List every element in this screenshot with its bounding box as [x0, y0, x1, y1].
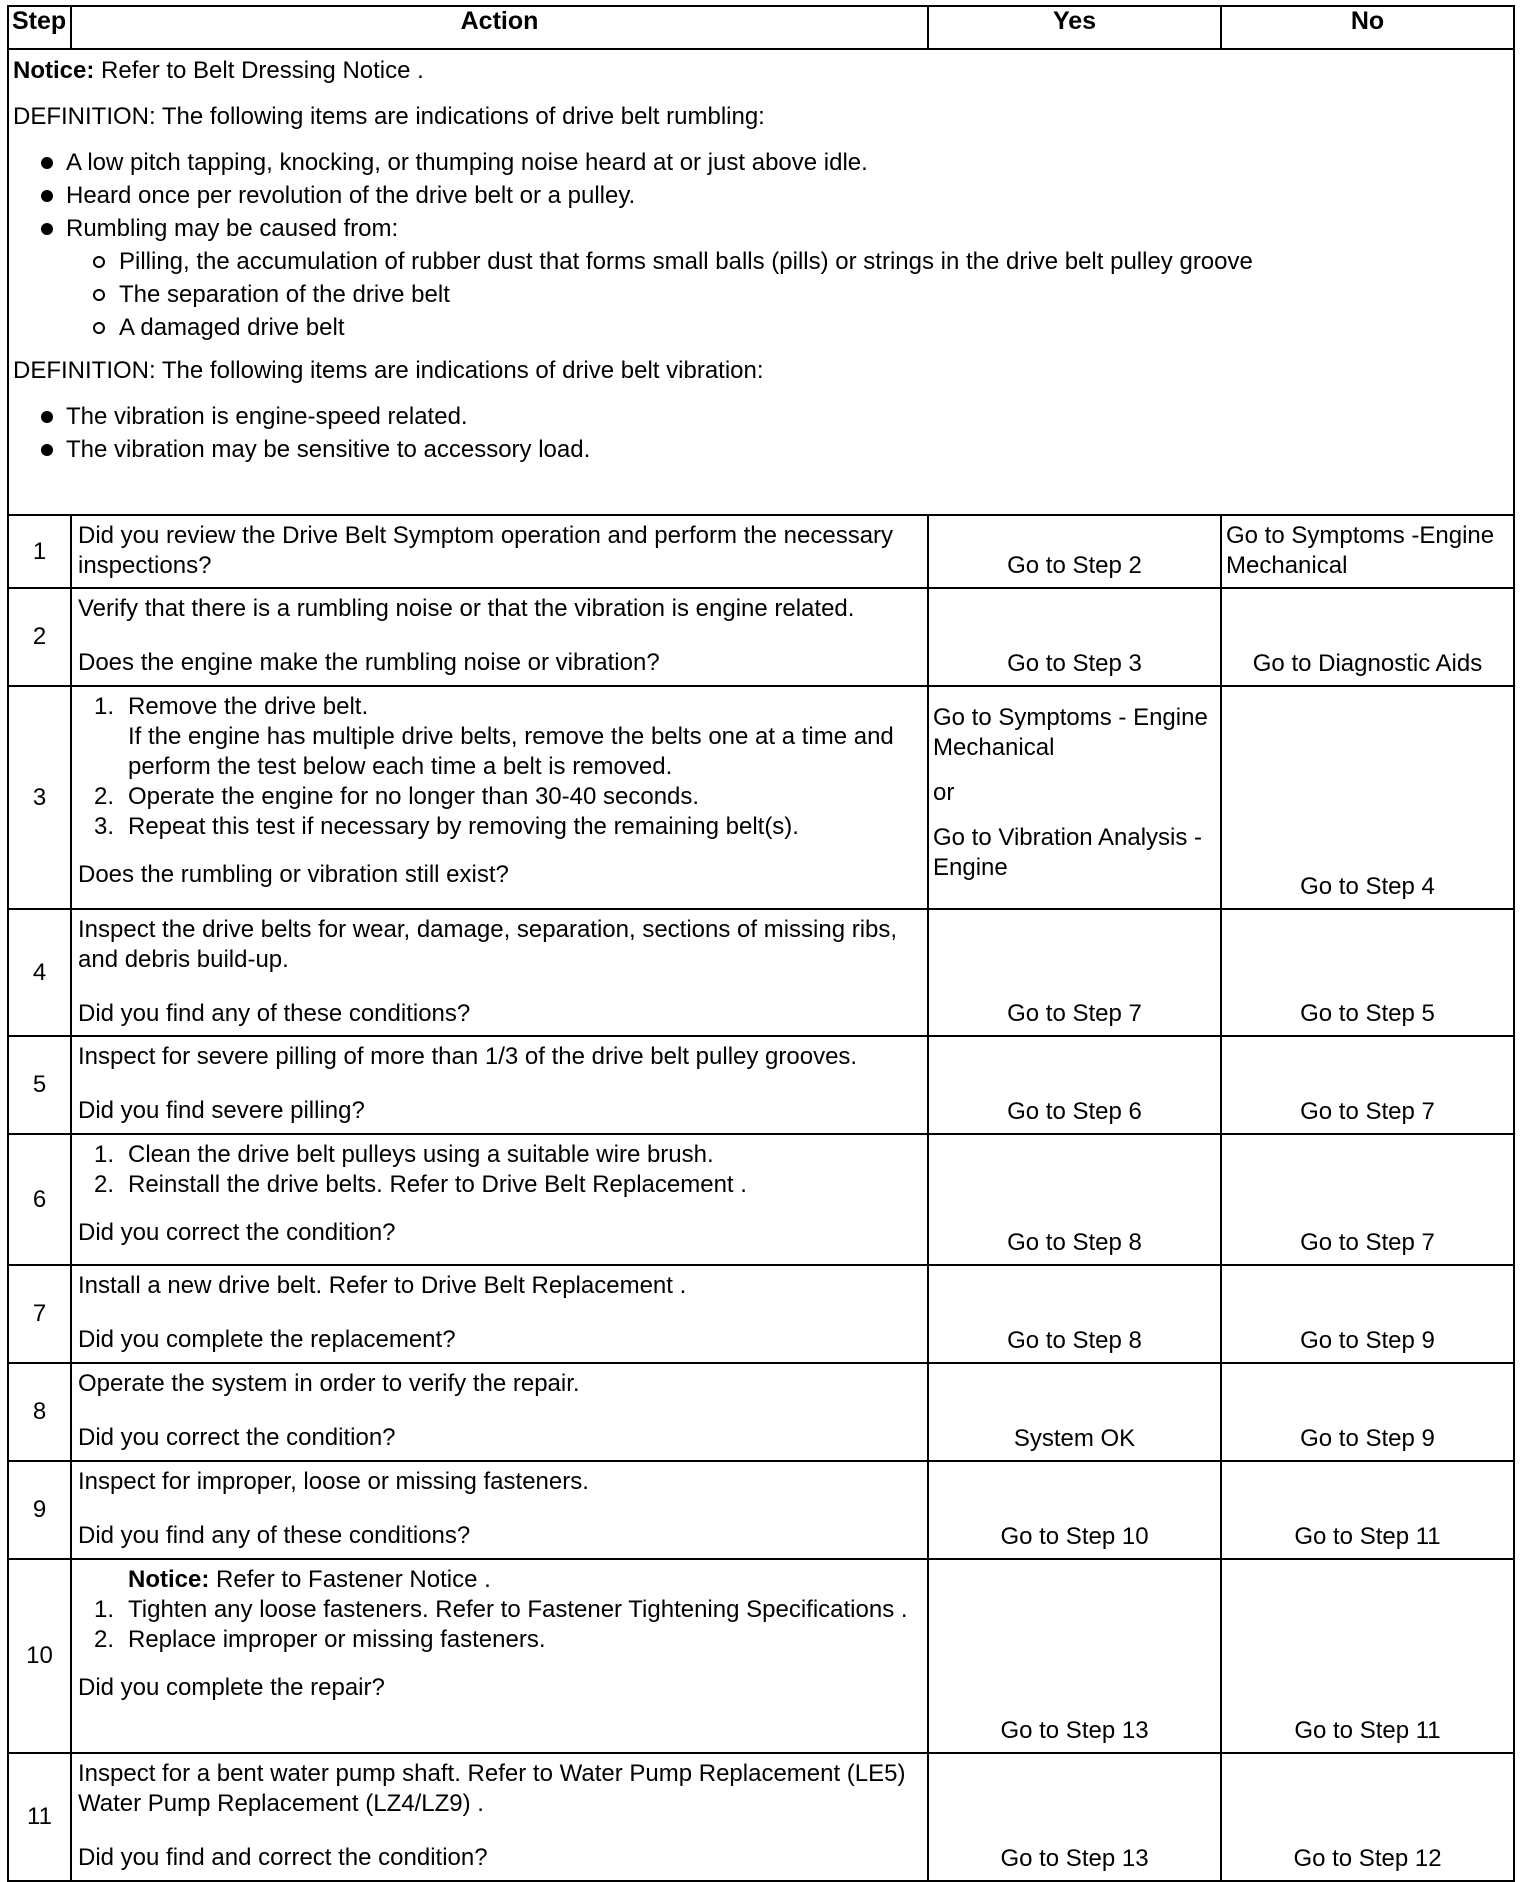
header-step: Step	[8, 6, 71, 49]
action-text: Inspect the drive belts for wear, damage, separation, sections of missing ribs, and debris build-up.	[78, 916, 898, 973]
action-question: Does the rumbling or vibration still exist?	[78, 861, 509, 888]
step-no: Go to Step 11	[1221, 1559, 1514, 1753]
procedure-list	[78, 1595, 923, 1655]
list-item: The separation of the drive belt	[89, 278, 1509, 311]
diagnostic-table	[7, 5, 1515, 1882]
vibration-list	[13, 400, 1509, 466]
notice-label: Notice:	[128, 1566, 210, 1593]
header-yes: Yes	[928, 6, 1221, 49]
action-question: Did you find and correct the condition?	[78, 1844, 488, 1871]
list-item: Heard once per revolution of the drive belt or a pulley.	[37, 179, 1509, 212]
step-action	[71, 1265, 928, 1363]
item-number: 2.	[94, 1626, 115, 1653]
action-question: Did you find severe pilling?	[78, 1097, 365, 1124]
action-text: Inspect for a bent water pump shaft. Refer to Water Pump Replacement (LE5) Water Pump Replacement (LZ4/LZ9) .	[78, 1760, 906, 1817]
action-text: Install a new drive belt. Refer to Drive Belt Replacement .	[78, 1272, 687, 1299]
yes-text: Engine Mechanical	[933, 704, 1208, 761]
list-item: The vibration is engine-speed related.	[37, 400, 1509, 433]
step-no	[1221, 515, 1514, 588]
step-no: Go to Step 4	[1221, 686, 1514, 909]
step-no: Go to Step 12	[1221, 1753, 1514, 1881]
item-text: Tighten any loose fasteners. Refer to Fastener Tightening Specifications .	[128, 1596, 908, 1623]
item-text: Remove the drive belt.	[128, 693, 369, 720]
table-row	[8, 686, 1514, 909]
list-item: A low pitch tapping, knocking, or thumping noise heard at or just above idle.	[37, 146, 1509, 179]
step-number: 9	[8, 1461, 71, 1559]
step-yes	[928, 686, 1221, 909]
step-yes: Go to Step 6	[928, 1036, 1221, 1134]
step-number: 1	[8, 515, 71, 588]
step-no: Go to Step 7	[1221, 1134, 1514, 1265]
step-yes: Go to Step 10	[928, 1461, 1221, 1559]
yes-text: Go to Vibration Analysis	[933, 824, 1188, 851]
step-yes: Go to Step 7	[928, 909, 1221, 1036]
step-number: 3	[8, 686, 71, 909]
step-number: 5	[8, 1036, 71, 1134]
step-number: 6	[8, 1134, 71, 1265]
list-item	[94, 1625, 923, 1655]
action-question: Did you correct the condition?	[78, 1219, 396, 1246]
item-number: 3.	[94, 813, 115, 840]
table-row	[8, 1559, 1514, 1753]
item-number: 1.	[94, 1141, 115, 1168]
step-yes: Go to Step 3	[928, 588, 1221, 686]
list-item-text: Rumbling may be caused from:	[66, 215, 399, 242]
table-row	[8, 515, 1514, 588]
step-action	[71, 588, 928, 686]
list-item	[94, 1170, 923, 1200]
no-text: Go to Symptoms -	[1226, 522, 1420, 549]
step-action	[71, 1559, 928, 1753]
yes-text: or	[933, 779, 955, 806]
table-row	[8, 1134, 1514, 1265]
item-text: Clean the drive belt pulleys using a suitable wire brush.	[128, 1141, 714, 1168]
notice-line	[13, 56, 1509, 86]
action-text: Inspect for severe pilling of more than 1/3 of the drive belt pulley grooves.	[78, 1043, 858, 1070]
step-no: Go to Step 11	[1221, 1461, 1514, 1559]
step-no: Go to Step 5	[1221, 909, 1514, 1036]
list-item	[94, 1140, 923, 1170]
action-text: Inspect for improper, loose or missing fasteners.	[78, 1468, 589, 1495]
step-action	[71, 1363, 928, 1461]
item-text: Operate the engine for no longer than 30-40 seconds.	[128, 783, 700, 810]
list-item	[94, 692, 923, 782]
list-item	[94, 782, 923, 812]
rumbling-list	[13, 146, 1509, 344]
notice-label: Notice:	[13, 57, 95, 84]
step-number: 7	[8, 1265, 71, 1363]
step-yes: Go to Step 8	[928, 1265, 1221, 1363]
notice-row	[8, 49, 1514, 515]
list-item	[94, 812, 923, 842]
step-yes: Go to Step 13	[928, 1753, 1221, 1881]
action-question: Did you correct the condition?	[78, 1424, 396, 1451]
step-number: 8	[8, 1363, 71, 1461]
step-yes: Go to Step 8	[928, 1134, 1221, 1265]
table-row	[8, 909, 1514, 1036]
action-text: Operate the system in order to verify the repair.	[78, 1370, 580, 1397]
procedure-list	[78, 1140, 923, 1200]
header-no: No	[1221, 6, 1514, 49]
table-row	[8, 1036, 1514, 1134]
yes-text: Go to Symptoms -	[933, 704, 1127, 731]
table-row	[8, 1265, 1514, 1363]
list-item: The vibration may be sensitive to accessory load.	[37, 433, 1509, 466]
definition-vibration: DEFINITION: The following items are indications of drive belt vibration:	[13, 357, 764, 384]
item-number: 1.	[94, 693, 115, 720]
step-number: 11	[8, 1753, 71, 1881]
table-row	[8, 588, 1514, 686]
step-yes: Go to Step 2	[928, 515, 1221, 588]
step-no: Go to Diagnostic Aids	[1221, 588, 1514, 686]
step-action	[71, 909, 928, 1036]
list-item	[37, 212, 1509, 344]
step-number: 10	[8, 1559, 71, 1753]
no-text: Engine Mechanical	[1226, 522, 1495, 579]
step-number: 4	[8, 909, 71, 1036]
procedure-list	[78, 692, 923, 842]
step-no: Go to Step 7	[1221, 1036, 1514, 1134]
notice-cell	[8, 49, 1514, 515]
item-text: Reinstall the drive belts. Refer to Drive Belt Replacement .	[128, 1171, 747, 1198]
table-header-row	[8, 6, 1514, 49]
step-action	[71, 515, 928, 588]
table-row	[8, 1363, 1514, 1461]
item-number: 2.	[94, 1171, 115, 1198]
item-number: 1.	[94, 1596, 115, 1623]
item-text: Replace improper or missing fasteners.	[128, 1626, 546, 1653]
step-action	[71, 1461, 928, 1559]
list-item	[94, 1595, 923, 1625]
step-yes: Go to Step 13	[928, 1559, 1221, 1753]
step-action	[71, 1753, 928, 1881]
item-number: 2.	[94, 783, 115, 810]
table-row	[8, 1753, 1514, 1881]
action-question: Did you find any of these conditions?	[78, 1000, 471, 1027]
item-text: If the engine has multiple drive belts, remove the belts one at a time and perform the test below each time a belt is removed.	[128, 723, 894, 780]
fastener-notice	[78, 1565, 923, 1595]
action-question: Did you complete the repair?	[78, 1674, 385, 1701]
action-text: Verify that there is a rumbling noise or that the vibration is engine related.	[78, 595, 855, 622]
item-text: Repeat this test if necessary by removing the remaining belt(s).	[128, 813, 799, 840]
step-action	[71, 1036, 928, 1134]
action-question: Did you find any of these conditions?	[78, 1522, 471, 1549]
notice-text: Refer to Fastener Notice .	[209, 1566, 491, 1593]
step-action	[71, 686, 928, 909]
yes-text: - Engine	[933, 824, 1203, 881]
list-item: A damaged drive belt	[89, 311, 1509, 344]
step-no: Go to Step 9	[1221, 1265, 1514, 1363]
step-no: Go to Step 9	[1221, 1363, 1514, 1461]
header-action: Action	[71, 6, 928, 49]
definition-rumbling: DEFINITION: The following items are indications of drive belt rumbling:	[13, 103, 765, 130]
action-question: Does the engine make the rumbling noise or vibration?	[78, 649, 660, 676]
list-item: Pilling, the accumulation of rubber dust that forms small balls (pills) or strings in the drive belt pulley groove	[89, 245, 1509, 278]
table-row	[8, 1461, 1514, 1559]
action-question: Did you complete the replacement?	[78, 1326, 456, 1353]
step-yes: System OK	[928, 1363, 1221, 1461]
notice-text: Refer to Belt Dressing Notice .	[94, 57, 424, 84]
rumbling-causes-list	[66, 245, 1509, 344]
action-text: Did you review the Drive Belt Symptom operation and perform the necessary inspections?	[78, 522, 894, 579]
step-number: 2	[8, 588, 71, 686]
step-action	[71, 1134, 928, 1265]
